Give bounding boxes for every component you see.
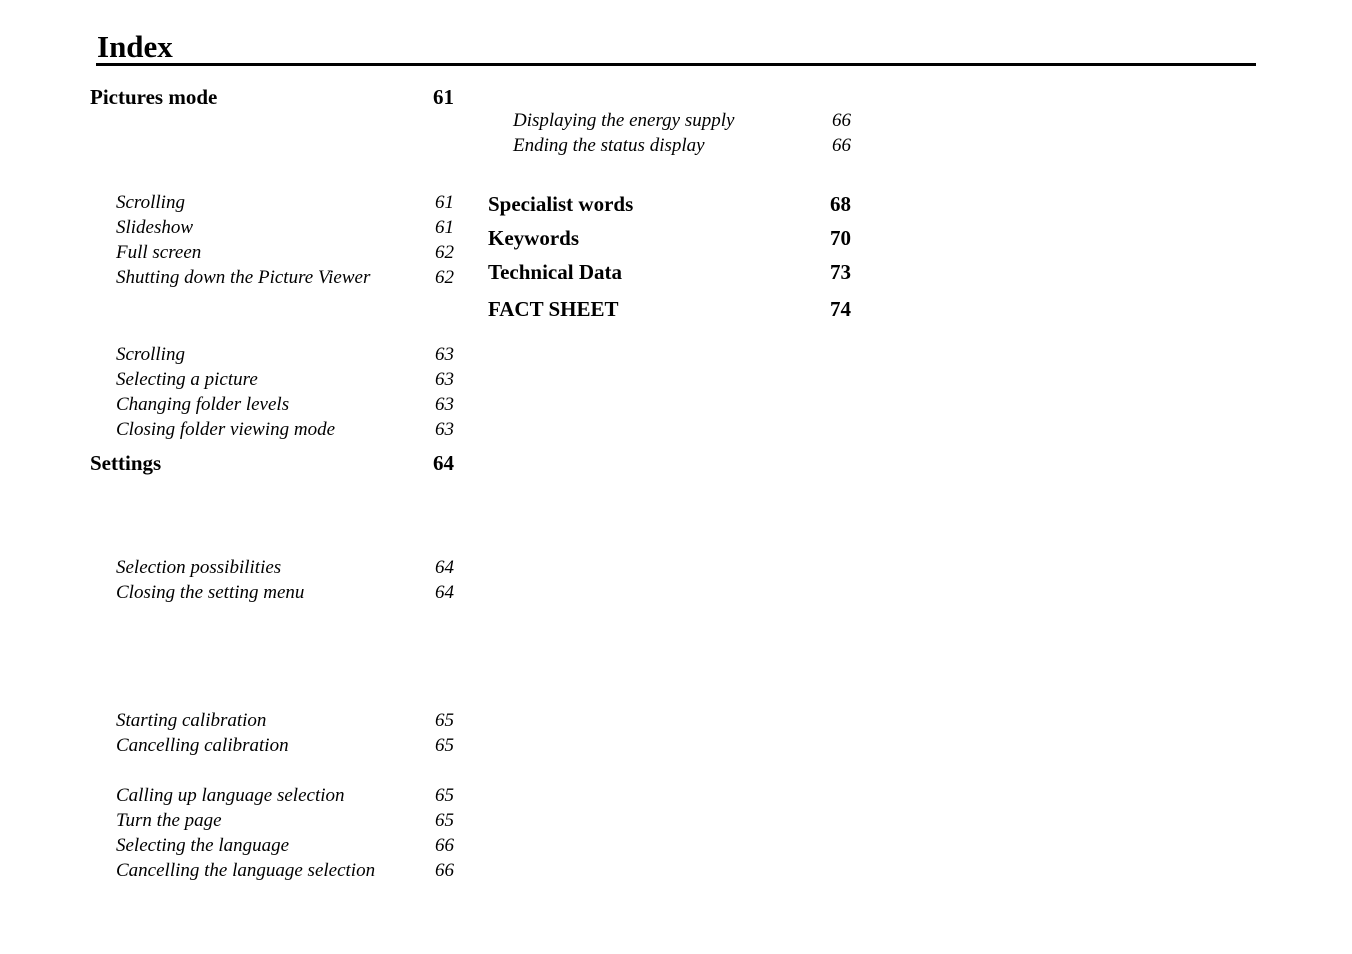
entry-label: Ending the status display bbox=[513, 135, 705, 156]
entry-page-number: 63 bbox=[435, 394, 454, 415]
entry-page-number: 63 bbox=[435, 419, 454, 440]
entry-label: Displaying the energy supply bbox=[513, 110, 735, 131]
entry-page-number: 63 bbox=[435, 369, 454, 390]
entry-page-number: 66 bbox=[435, 835, 454, 856]
page-title: Index bbox=[97, 29, 173, 64]
entry-page-number: 62 bbox=[435, 242, 454, 263]
entry-page-number: 65 bbox=[435, 785, 454, 806]
entry-label: Full screen bbox=[116, 242, 202, 263]
entry-label: Shutting down the Picture Viewer bbox=[116, 267, 371, 288]
entry-label: Selecting the language bbox=[116, 835, 290, 856]
entry-page-number: 66 bbox=[832, 135, 851, 156]
entry-label: Pictures mode bbox=[90, 85, 218, 109]
entry-page-number: 64 bbox=[435, 557, 454, 578]
entry-label: Cancelling calibration bbox=[116, 735, 289, 756]
entry-label: Calling up language selection bbox=[116, 785, 345, 806]
entry-label: FACT SHEET bbox=[488, 297, 619, 321]
entry-label: Selecting a picture bbox=[116, 369, 258, 390]
entry-label: Technical Data bbox=[488, 260, 622, 284]
entry-page-number: 62 bbox=[435, 267, 454, 288]
entry-page-number: 70 bbox=[830, 226, 851, 250]
entry-label: Specialist words bbox=[488, 192, 634, 216]
entry-page-number: 73 bbox=[830, 260, 851, 284]
entry-page-number: 65 bbox=[435, 810, 454, 831]
entry-label: Slideshow bbox=[116, 217, 194, 238]
entry-page-number: 64 bbox=[435, 582, 454, 603]
entry-label: Cancelling the language selection bbox=[116, 860, 376, 881]
entry-page-number: 65 bbox=[435, 710, 454, 731]
entry-label: Settings bbox=[90, 451, 162, 475]
entry-page-number: 61 bbox=[433, 85, 454, 109]
entry-label: Selection possibilities bbox=[116, 557, 282, 578]
entry-label: Keywords bbox=[488, 226, 579, 250]
entry-page-number: 66 bbox=[435, 860, 454, 881]
entry-label: Scrolling bbox=[116, 344, 185, 365]
entry-label: Scrolling bbox=[116, 192, 185, 213]
entry-label: Starting calibration bbox=[116, 710, 267, 731]
entry-page-number: 61 bbox=[435, 192, 454, 213]
entry-label: Closing the setting menu bbox=[116, 582, 305, 603]
title-divider bbox=[96, 63, 1256, 66]
entry-page-number: 68 bbox=[830, 192, 851, 216]
entry-page-number: 74 bbox=[830, 297, 851, 321]
entry-page-number: 65 bbox=[435, 735, 454, 756]
entry-label: Turn the page bbox=[116, 810, 222, 831]
entry-page-number: 61 bbox=[435, 217, 454, 238]
entry-page-number: 64 bbox=[433, 451, 454, 475]
entry-page-number: 66 bbox=[832, 110, 851, 131]
entry-page-number: 63 bbox=[435, 344, 454, 365]
entry-label: Closing folder viewing mode bbox=[116, 419, 336, 440]
entry-label: Changing folder levels bbox=[116, 394, 290, 415]
